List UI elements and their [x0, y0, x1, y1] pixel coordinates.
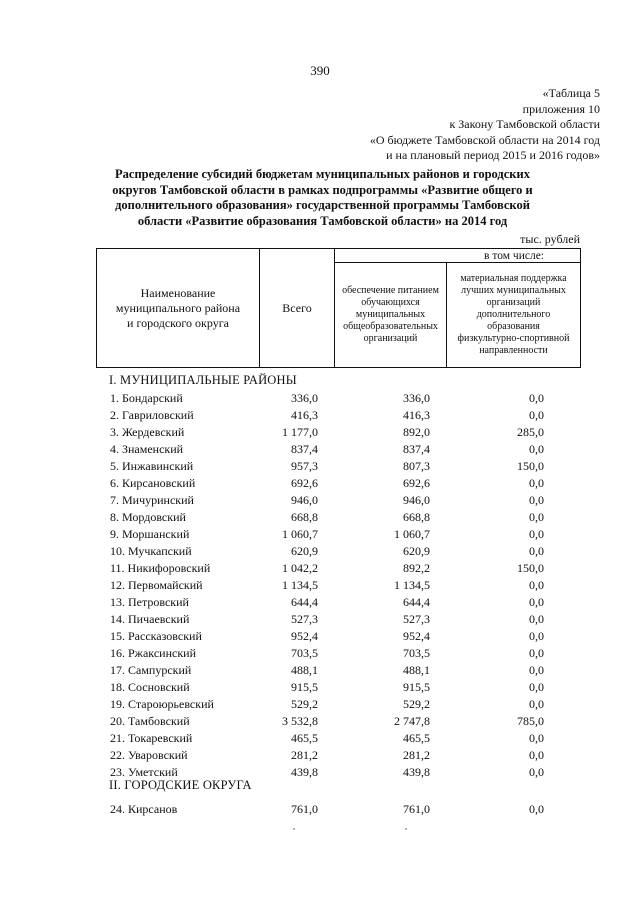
cell-name: 20. Тамбовский — [110, 714, 190, 728]
table-row — [0, 646, 640, 663]
cell-material: 0,0 — [529, 802, 544, 816]
cell-name: 5. Инжавинский — [110, 459, 194, 473]
cell-name: 22. Уваровский — [110, 748, 188, 762]
cell-food: 620,9 — [403, 544, 430, 558]
appendix-line: к Закону Тамбовской области — [449, 117, 600, 131]
cell-material: 0,0 — [529, 493, 544, 507]
header-name-line: муниципального района — [115, 300, 241, 315]
table-row — [0, 629, 640, 646]
title-line: области «Развитие образования Тамбовской области» на 2014 год — [137, 213, 508, 228]
cell-material: 0,0 — [529, 391, 544, 405]
cell-food: 837,4 — [403, 442, 430, 456]
cell-material: 0,0 — [529, 646, 544, 660]
table-row — [0, 595, 640, 612]
table-row — [0, 493, 640, 510]
cell-food: 892,0 — [403, 425, 430, 439]
cell-name: 12. Первомайский — [110, 578, 203, 592]
cell-name: 8. Мордовский — [110, 510, 186, 524]
table-row — [0, 442, 640, 459]
cell-total: 703,5 — [291, 646, 318, 660]
cell-total: 1 177,0 — [282, 425, 318, 439]
appendix-reference — [370, 86, 600, 164]
section-heading-districts: I. МУНИЦИПАЛЬНЫЕ РАЙОНЫ — [109, 373, 297, 387]
cell-food: 692,6 — [403, 476, 430, 490]
table-row — [0, 714, 640, 731]
table-row — [0, 527, 640, 544]
cell-food: 761,0 — [403, 802, 430, 816]
cell-name: 24. Кирсанов — [110, 802, 178, 816]
cell-material: 0,0 — [529, 595, 544, 609]
cell-material: 0,0 — [529, 476, 544, 490]
cell-name: 3. Жердевский — [110, 425, 185, 439]
cell-total: 488,1 — [291, 663, 318, 677]
header-material-line: лучших муниципальных — [461, 285, 566, 296]
table-row — [0, 663, 640, 680]
cell-material: 0,0 — [529, 510, 544, 524]
cell-food: 439,8 — [403, 765, 430, 779]
header-material-line: направленности — [479, 345, 548, 356]
table-row — [0, 510, 640, 527]
table-row — [0, 459, 640, 476]
header-total-column: Всего — [260, 249, 335, 368]
table-row — [0, 425, 640, 442]
page-number: 390 — [310, 63, 330, 78]
cell-name: 14. Пичаевский — [110, 612, 190, 626]
table-row — [0, 765, 640, 782]
cell-total: 668,8 — [291, 510, 318, 524]
appendix-line: и на плановый период 2015 и 2016 годов» — [386, 148, 600, 162]
cell-material: 0,0 — [529, 612, 544, 626]
table-row — [0, 802, 640, 819]
cell-name: 2. Гавриловский — [110, 408, 194, 422]
table-row — [0, 731, 640, 748]
cell-material: 0,0 — [529, 629, 544, 643]
cell-material: 0,0 — [529, 578, 544, 592]
header-including: в том числе: — [335, 249, 581, 263]
cell-food: 952,4 — [403, 629, 430, 643]
cell-total: 1 134,5 — [282, 578, 318, 592]
cell-total: 465,5 — [291, 731, 318, 745]
header-name-line: и городского округа — [127, 315, 229, 330]
cell-total: 946,0 — [291, 493, 318, 507]
cell-total: 915,5 — [291, 680, 318, 694]
cell-material: 0,0 — [529, 697, 544, 711]
cell-material: 0,0 — [529, 442, 544, 456]
cell-material: 0,0 — [529, 544, 544, 558]
cell-material: 150,0 — [517, 561, 544, 575]
cell-food: 527,3 — [403, 612, 430, 626]
header-material-line: образования — [487, 321, 540, 332]
cell-total: 336,0 — [291, 391, 318, 405]
header-food-line: обучающихся — [361, 297, 420, 308]
cell-name: 15. Рассказовский — [110, 629, 202, 643]
cell-food: 465,5 — [403, 731, 430, 745]
title-line: Распределение субсидий бюджетам муниципальных районов и городских — [115, 167, 530, 181]
table-row — [0, 544, 640, 561]
table-row — [0, 612, 640, 629]
cell-name: 4. Знаменский — [110, 442, 184, 456]
cell-name: 23. Уметский — [110, 765, 178, 779]
cell-food: 281,2 — [403, 748, 430, 762]
cell-material: 0,0 — [529, 663, 544, 677]
cell-food: 336,0 — [403, 391, 430, 405]
header-material-line: организаций — [486, 297, 541, 308]
appendix-line: «Таблица 5 — [542, 86, 600, 100]
cell-food: 1 134,5 — [394, 578, 430, 592]
cell-total: 761,0 — [291, 802, 318, 816]
table-row — [0, 561, 640, 578]
cell-food: 2 747,8 — [394, 714, 430, 728]
header-name-line: Наименование — [140, 285, 216, 300]
cell-material: 150,0 — [517, 459, 544, 473]
header-material-line: физкультурно-спортивной — [457, 333, 570, 344]
header-food-line: общеобразовательных — [343, 321, 438, 332]
table-row — [0, 476, 640, 493]
cell-material: 0,0 — [529, 748, 544, 762]
cell-total: 3 532,8 — [282, 714, 318, 728]
table-row — [0, 578, 640, 595]
cell-total: 439,8 — [291, 765, 318, 779]
cell-total: 957,3 — [291, 459, 318, 473]
cell-food: 1 060,7 — [394, 527, 430, 541]
cell-name: 6. Кирсановский — [110, 476, 196, 490]
cell-food: 644,4 — [403, 595, 430, 609]
cell-food: 416,3 — [403, 408, 430, 422]
cell-food: 807,3 — [403, 459, 430, 473]
cell-total: 1 042,2 — [282, 561, 318, 575]
cell-food: 703,5 — [403, 646, 430, 660]
cell-material: 0,0 — [529, 765, 544, 779]
cell-material: 0,0 — [529, 731, 544, 745]
cell-material: 285,0 — [517, 425, 544, 439]
cell-material: 0,0 — [529, 408, 544, 422]
document-title — [95, 167, 550, 229]
header-material-line: материальная поддержка — [460, 273, 567, 284]
cell-total: 281,2 — [291, 748, 318, 762]
header-name-column — [97, 249, 260, 368]
cell-food: 946,0 — [403, 493, 430, 507]
table-row — [0, 697, 640, 714]
cell-total: 644,4 — [291, 595, 318, 609]
scan-speck — [405, 828, 407, 830]
cell-name: 10. Мучкапский — [110, 544, 192, 558]
header-food-column — [335, 263, 447, 368]
header-food-line: организаций — [363, 333, 418, 344]
cell-name: 9. Моршанский — [110, 527, 190, 541]
cell-food: 915,5 — [403, 680, 430, 694]
table-header — [96, 248, 581, 368]
cell-food: 529,2 — [403, 697, 430, 711]
cell-total: 529,2 — [291, 697, 318, 711]
title-line: дополнительного образования» государственной программы Тамбовской — [115, 198, 530, 212]
cell-name: 13. Петровский — [110, 595, 189, 609]
cell-name: 21. Токаревский — [110, 731, 193, 745]
cell-total: 1 060,7 — [282, 527, 318, 541]
cell-name: 11. Никифоровский — [110, 561, 211, 575]
cell-name: 18. Сосновский — [110, 680, 190, 694]
appendix-line: «О бюджете Тамбовской области на 2014 год — [369, 132, 600, 147]
cell-name: 19. Староюрьевский — [110, 697, 214, 711]
cell-food: 668,8 — [403, 510, 430, 524]
appendix-line: приложения 10 — [522, 101, 600, 116]
table-row — [0, 391, 640, 408]
cell-total: 692,6 — [291, 476, 318, 490]
cell-name: 16. Ржаксинский — [110, 646, 196, 660]
cell-name: 17. Сампурский — [110, 663, 192, 677]
cell-total: 620,9 — [291, 544, 318, 558]
cell-total: 837,4 — [291, 442, 318, 456]
header-food-line: обеспечение питанием — [342, 285, 439, 296]
table-row — [0, 408, 640, 425]
cell-material: 0,0 — [529, 680, 544, 694]
header-material-column — [447, 263, 581, 368]
table-row — [0, 748, 640, 765]
cell-name: 7. Мичуринский — [110, 493, 194, 507]
cell-total: 527,3 — [291, 612, 318, 626]
cell-name: 1. Бондарский — [110, 391, 183, 405]
header-material-line: дополнительного — [476, 309, 551, 320]
cell-total: 952,4 — [291, 629, 318, 643]
table-row — [0, 680, 640, 697]
units-label: тыс. рублей — [520, 232, 580, 246]
cell-total: 416,3 — [291, 408, 318, 422]
cell-material: 0,0 — [529, 527, 544, 541]
header-food-line: муниципальных — [355, 309, 426, 320]
cell-material: 785,0 — [517, 714, 544, 728]
scan-speck — [293, 828, 295, 830]
cell-food: 488,1 — [403, 663, 430, 677]
title-line: округов Тамбовской области в рамках подпрограммы «Развитие общего и — [112, 182, 533, 197]
section-heading-cities: II. ГОРОДСКИЕ ОКРУГА — [109, 778, 252, 792]
cell-food: 892,2 — [403, 561, 430, 575]
